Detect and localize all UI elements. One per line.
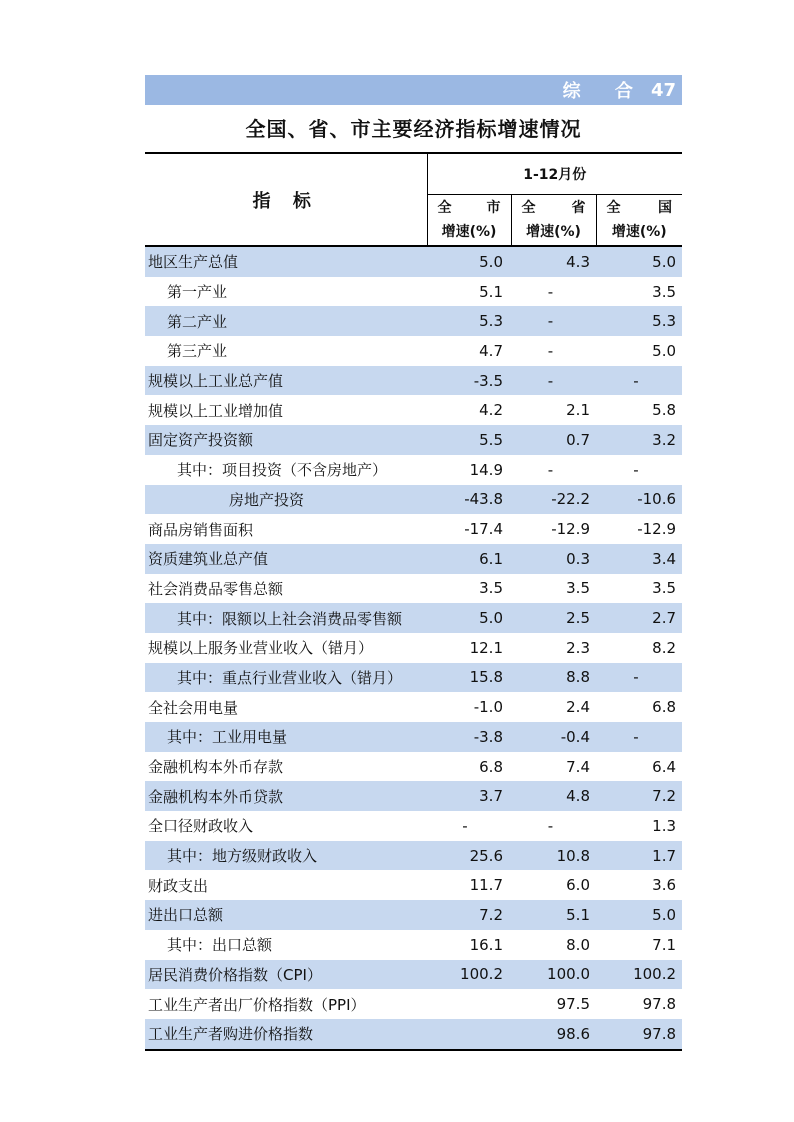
period-header: 1-12月份 — [427, 153, 682, 195]
value-nation: 97.8 — [596, 1019, 682, 1050]
indicator-name: 其中：工业用电量 — [145, 722, 427, 752]
indicator-name: 规模以上工业增加值 — [148, 401, 284, 420]
table-row — [145, 989, 682, 1019]
table-row — [145, 692, 682, 722]
value-province: 2.1 — [566, 401, 590, 420]
indicator-name: 财政支出 — [148, 876, 209, 895]
value-province: 0.7 — [511, 425, 596, 455]
table-row — [145, 485, 682, 515]
indicator-name: 金融机构本外币存款 — [148, 758, 284, 777]
indicator-name: 第三产业 — [167, 342, 228, 361]
table-row — [145, 455, 682, 485]
value-city: 3.5 — [479, 579, 503, 598]
value-city: -3.5 — [427, 366, 511, 396]
indicator-name: 商品房销售面积 — [148, 520, 254, 539]
value-province: 8.8 — [511, 663, 596, 693]
value-province: 2.3 — [566, 638, 590, 657]
value-nation: 5.3 — [596, 306, 682, 336]
indicator-name: 进出口总额 — [145, 900, 427, 930]
indicator-name: 资质建筑业总产值 — [145, 544, 427, 574]
value-province: - — [547, 341, 554, 360]
value-nation: 7.1 — [652, 935, 677, 954]
value-city: 12.1 — [469, 638, 503, 657]
table-row — [145, 336, 682, 366]
table-row — [145, 722, 682, 752]
table-row — [145, 1019, 682, 1050]
value-city: 100.2 — [427, 960, 511, 990]
value-city: -43.8 — [427, 485, 511, 515]
value-province: - — [511, 306, 596, 336]
indicator-name: 工业生产者购进价格指数 — [145, 1019, 427, 1050]
value-province: 100.0 — [511, 960, 596, 990]
table-row — [145, 366, 682, 396]
indicator-name: 第二产业 — [145, 306, 427, 336]
value-city: 4.7 — [479, 341, 503, 360]
table-row — [145, 574, 682, 604]
value-city — [427, 989, 511, 1019]
indicator-name: 其中：项目投资（不含房地产） — [177, 461, 388, 480]
value-nation: 3.6 — [652, 876, 677, 895]
table-row — [145, 277, 682, 307]
value-nation: 3.4 — [596, 544, 682, 574]
value-city: 14.9 — [469, 460, 503, 479]
indicator-name: 金融机构本外币贷款 — [145, 781, 427, 811]
value-nation: - — [596, 366, 682, 396]
value-nation: - — [633, 460, 639, 479]
value-province: 0.3 — [511, 544, 596, 574]
indicator-name: 固定资产投资额 — [145, 425, 427, 455]
column-header-city: 全 市 增速(%) — [427, 195, 511, 247]
value-nation: 8.2 — [652, 638, 677, 657]
indicator-name: 规模以上工业总产值 — [145, 366, 427, 396]
page-title: 全国、省、市主要经济指标增速情况 — [245, 117, 582, 141]
table-row — [145, 544, 682, 574]
indicator-name: 其中：出口总额 — [167, 936, 273, 955]
value-city: - — [462, 816, 468, 835]
value-nation: 7.2 — [596, 781, 682, 811]
table-row — [145, 870, 682, 900]
indicator-name: 其中：地方级财政收入 — [145, 841, 427, 871]
value-city: 5.3 — [427, 306, 511, 336]
value-nation: 6.8 — [652, 698, 677, 717]
indicator-name: 全社会用电量 — [148, 698, 239, 717]
table-row — [145, 603, 682, 633]
value-province: 5.1 — [511, 900, 596, 930]
value-city: 6.1 — [427, 544, 511, 574]
value-city: 5.1 — [479, 282, 503, 301]
value-nation: - — [596, 722, 682, 752]
indicator-name: 居民消费价格指数（CPI） — [145, 960, 427, 990]
value-city: 7.2 — [427, 900, 511, 930]
indicator-name: 全口径财政收入 — [148, 817, 254, 836]
value-nation: -12.9 — [637, 520, 677, 539]
value-nation: 6.4 — [652, 757, 677, 776]
value-city: 5.0 — [427, 246, 511, 277]
value-nation: - — [596, 663, 682, 693]
value-province: 4.3 — [511, 246, 596, 277]
value-province: 10.8 — [511, 841, 596, 871]
column-header-province: 全 省 增速(%) — [511, 195, 596, 247]
value-nation: 5.0 — [652, 341, 677, 360]
indicator-name: 第一产业 — [167, 283, 228, 302]
value-city: 4.2 — [479, 401, 503, 420]
indicator-name: 房地产投资 — [145, 485, 427, 515]
value-province: - — [547, 816, 554, 835]
value-province: - — [547, 282, 554, 301]
table-row — [145, 752, 682, 782]
column-header-nation: 全 国 增速(%) — [596, 195, 682, 247]
indicator-name: 其中：重点行业营业收入（错月） — [145, 663, 427, 693]
table-row — [145, 811, 682, 841]
value-province: 4.8 — [511, 781, 596, 811]
value-nation: -10.6 — [596, 485, 682, 515]
table-row — [145, 930, 682, 960]
value-city: -17.4 — [464, 520, 503, 539]
table-row — [145, 781, 682, 811]
indicator-table — [145, 152, 682, 1051]
section-label: 综 合 — [562, 81, 647, 102]
value-province: 3.5 — [566, 579, 590, 598]
table-row — [145, 306, 682, 336]
value-nation: 5.0 — [596, 246, 682, 277]
value-nation: 3.5 — [652, 579, 677, 598]
value-city: 3.7 — [427, 781, 511, 811]
value-nation: 3.5 — [652, 282, 677, 301]
value-nation: 100.2 — [596, 960, 682, 990]
table-row — [145, 395, 682, 425]
value-nation: 5.8 — [652, 401, 677, 420]
indicator-name: 其中：限额以上社会消费品零售额 — [145, 603, 427, 633]
indicator-name: 社会消费品零售总额 — [148, 579, 284, 598]
value-city: -3.8 — [427, 722, 511, 752]
value-province: 97.5 — [556, 995, 590, 1014]
table-row — [145, 246, 682, 277]
table-row — [145, 633, 682, 663]
value-province: 2.4 — [566, 698, 590, 717]
value-nation: 1.7 — [596, 841, 682, 871]
value-city: 15.8 — [427, 663, 511, 693]
indicator-name: 地区生产总值 — [145, 246, 427, 277]
table-row — [145, 960, 682, 990]
indicator-name: 工业生产者出厂价格指数（PPI） — [148, 995, 366, 1014]
value-city — [427, 1019, 511, 1050]
value-city: 11.7 — [469, 876, 503, 895]
value-province: - — [511, 366, 596, 396]
table-row — [145, 514, 682, 544]
value-nation: 2.7 — [596, 603, 682, 633]
value-city: 6.8 — [479, 757, 503, 776]
value-province: - — [547, 460, 554, 479]
value-nation: 97.8 — [642, 995, 677, 1014]
value-province: 98.6 — [511, 1019, 596, 1050]
value-province: 7.4 — [566, 757, 590, 776]
value-province: -0.4 — [511, 722, 596, 752]
value-nation: 5.0 — [596, 900, 682, 930]
table-row — [145, 425, 682, 455]
table-row — [145, 900, 682, 930]
value-city: -1.0 — [473, 698, 503, 717]
value-city: 5.5 — [427, 425, 511, 455]
table-row — [145, 663, 682, 693]
value-province: -22.2 — [511, 485, 596, 515]
value-nation: 1.3 — [652, 816, 677, 835]
indicator-name: 规模以上服务业营业收入（错月） — [148, 639, 374, 658]
value-nation: 3.2 — [596, 425, 682, 455]
table-row — [145, 841, 682, 871]
value-province: 8.0 — [566, 935, 590, 954]
value-city: 5.0 — [427, 603, 511, 633]
value-city: 25.6 — [427, 841, 511, 871]
indicator-column-header: 指 标 — [145, 153, 427, 246]
page-number: 47 — [650, 79, 676, 101]
value-province: 2.5 — [511, 603, 596, 633]
value-province: -12.9 — [551, 520, 590, 539]
value-city: 16.1 — [469, 935, 503, 954]
value-province: 6.0 — [566, 876, 590, 895]
section-header-bar — [145, 75, 682, 105]
